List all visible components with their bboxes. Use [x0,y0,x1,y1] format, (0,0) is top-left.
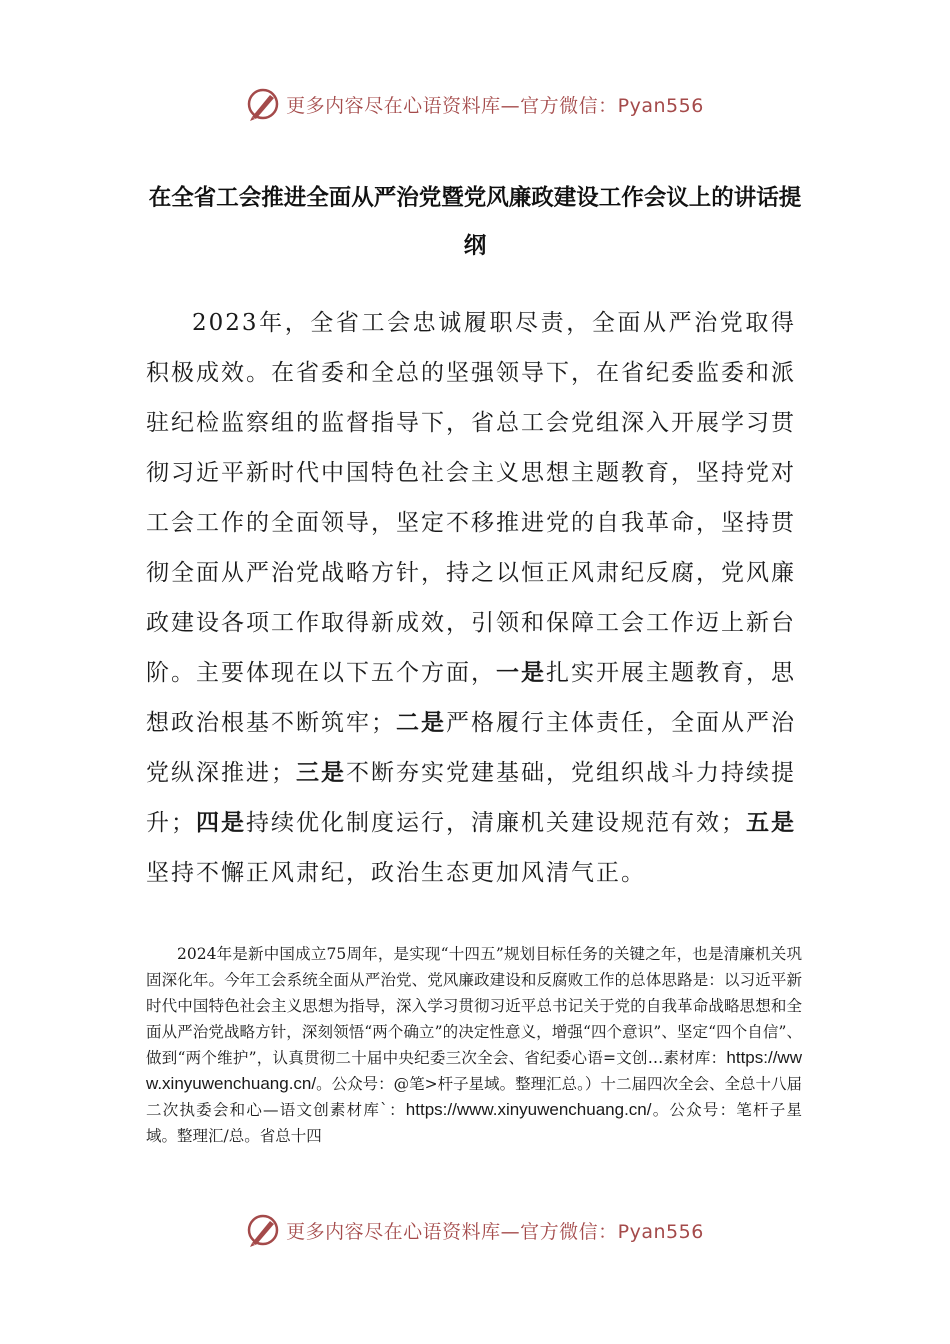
watermark-text: 更多内容尽在心语资料库—官方微信：Pyan556 [286,1220,704,1243]
para2-part-3: 。公众号：笔杆子星域。整理汇/总。省总十四 [146,1101,802,1145]
para1-keyword-5: 五是 [746,810,796,836]
para2-part-2: 。公众号：@笔>杆子星域。整理汇总。）十二届四次全会、全总十八届二次执委会和心—语文创素材库`： [146,1075,802,1119]
para1-point-3: 不断夯实党建基础，党组织战斗力持续提升； [146,760,796,836]
para1-keyword-2: 二是 [396,710,446,736]
pen-logo-icon [246,87,280,121]
body-paragraph-1 [146,298,796,898]
para1-keyword-4: 四是 [196,810,246,836]
para1-point-5: 坚持不懈正风肃纪，政治生态更加风清气正。 [146,860,646,886]
para2-url-1: https://www.xinyuwenchuang.cn/ [146,1048,802,1093]
para1-point-2: 严格履行主体责任，全面从严治党纵深推进； [146,710,796,786]
document-title: 在全省工会推进全面从严治党暨党风廉政建设工作会议上的讲话提纲 [148,185,802,259]
para2-part-1: 2024年是新中国成立75周年，是实现“十四五”规划目标任务的关键之年，也是清廉机关巩固深化年。今年工会系统全面从严治党、党风廉政建设和反腐败工作的总体思路是：以习近平新时代中国特色社会主义思想为指导，深入学习贯彻习近平总书记关于党的自我革命战略思想和全面从严治党战略方针，深刻领悟“两个确立”的决定性意义，增强“四个意识”、坚定“四个自信”、做到“两个维护”，认真贯彻二十届中央纪委三次全会、省纪委心语=文创…素材库： [146,945,802,1067]
watermark-banner-top [0,84,950,124]
para1-intro: 2023年，全省工会忠诚履职尽责，全面从严治党取得积极成效。在省委和全总的坚强领导下，在省纪委监委和派驻纪检监察组的监督指导下，省总工会党组深入开展学习贯彻习近平新时代中国特色社会主义思想主题教育，坚持党对工会工作的全面领导，坚定不移推进党的自我革命，坚持贯彻全面从严治党战略方针，持之以恒正风肃纪反腐，党风廉政建设各项工作取得新成效，引领和保障工会工作迈上新台阶。主要体现在以下五个方面， [146,310,796,686]
para2-url-2: https://www.xinyuwenchuang.cn/ [405,1100,652,1119]
pen-logo-icon [246,1213,280,1247]
para1-point-1: 扎实开展主题教育，思想政治根基不断筑牢； [146,660,796,736]
watermark-text: 更多内容尽在心语资料库—官方微信：Pyan556 [286,94,704,117]
para1-keyword-1: 一是 [496,660,546,686]
para1-keyword-3: 三是 [296,760,346,786]
watermark-banner-bottom [0,1210,950,1250]
body-paragraph-2 [146,941,802,1149]
para1-point-4: 持续优化制度运行，清廉机关建设规范有效； [246,810,746,836]
